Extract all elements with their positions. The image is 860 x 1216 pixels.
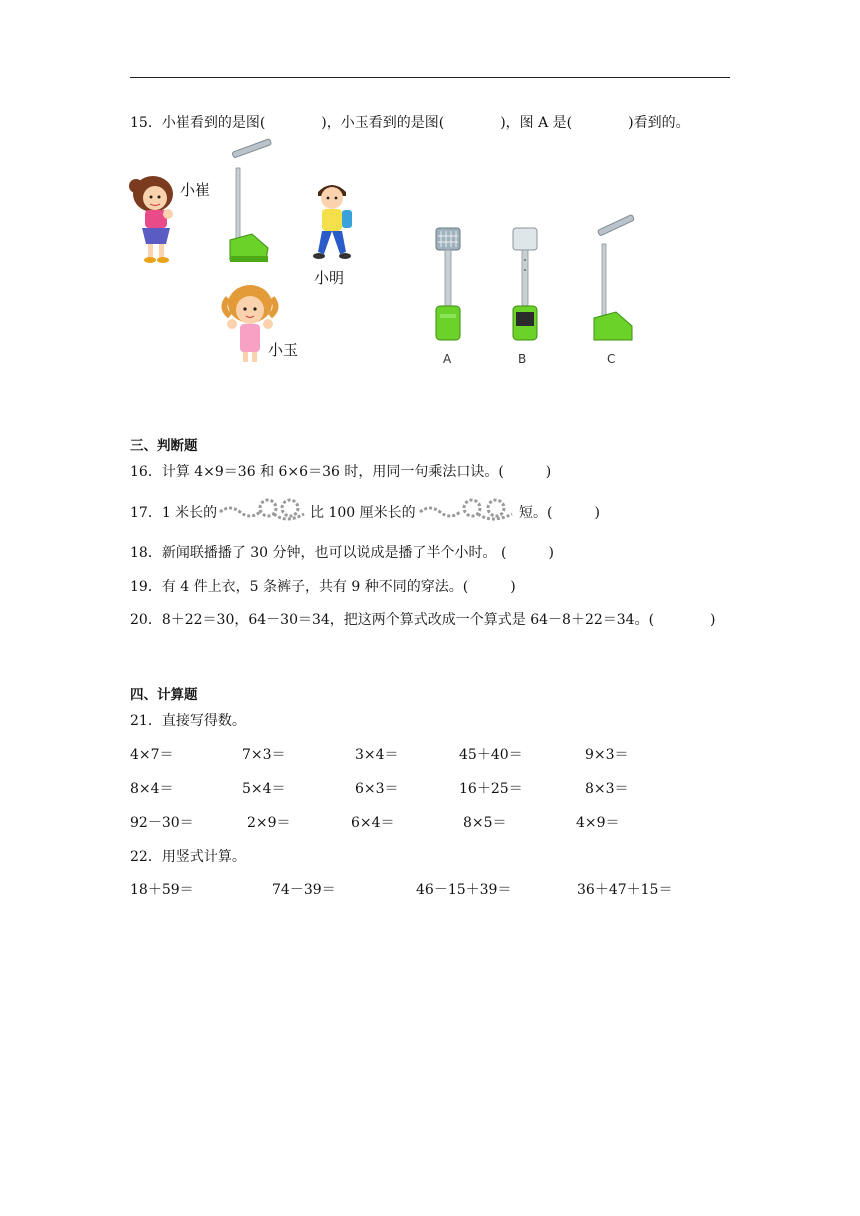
calc-item: 8×4＝ <box>130 781 174 797</box>
question-17-part1: 17．1 米长的 <box>130 505 218 521</box>
question-15: 15．小崔看到的是图( )，小玉看到的是图( )，图 A 是( )看到的。 <box>130 115 690 131</box>
calc-item: 5×4＝ <box>242 781 286 797</box>
header-rule <box>130 77 730 78</box>
question-17-part3: 短。( ) <box>519 505 600 521</box>
question-22: 22．用竖式计算。 <box>130 849 246 865</box>
option-b-label: B <box>518 352 527 366</box>
lamp-option-c-illustration <box>588 222 638 344</box>
vertical-calc-item: 36＋47＋15＝ <box>577 882 673 898</box>
calc-item: 4×7＝ <box>130 747 174 763</box>
lamp-option-b-illustration <box>505 226 545 344</box>
calc-item: 16＋25＝ <box>459 781 523 797</box>
option-c-label: C <box>607 352 616 366</box>
calc-item: 4×9＝ <box>576 815 620 831</box>
question-19: 19．有 4 件上衣，5 条裤子，共有 9 种不同的穿法。( ) <box>130 579 516 595</box>
calc-item: 6×3＝ <box>355 781 399 797</box>
calc-item: 92－30＝ <box>130 815 194 831</box>
option-a-label: A <box>443 352 452 366</box>
calc-item: 7×3＝ <box>242 747 286 763</box>
vertical-calc-item: 18＋59＝ <box>130 882 194 898</box>
question-18: 18．新闻联播播了 30 分钟，也可以说成是播了半个小时。 ( ) <box>130 545 554 561</box>
section-3-title: 三、判断题 <box>130 438 198 454</box>
lamp-option-a-illustration <box>428 226 468 344</box>
calc-item: 9×3＝ <box>585 747 629 763</box>
label-xiaoyu: 小玉 <box>268 341 299 359</box>
boy-xiaoming-illustration <box>308 178 358 264</box>
vertical-calc-item: 74－39＝ <box>272 882 336 898</box>
question-17-part2: 比 100 厘米长的 <box>310 505 416 521</box>
calc-item: 3×4＝ <box>355 747 399 763</box>
calc-item: 45＋40＝ <box>459 747 523 763</box>
label-xiaoming: 小明 <box>314 269 345 287</box>
rope-100cm-illustration <box>418 494 516 526</box>
question-20: 20．8＋22＝30，64－30＝34，把这两个算式改成一个算式是 64－8＋22＝34。( ) <box>130 612 716 628</box>
calc-item: 2×9＝ <box>247 815 291 831</box>
label-xiaocui: 小崔 <box>180 181 211 199</box>
calc-item: 6×4＝ <box>351 815 395 831</box>
question-16: 16．计算 4×9＝36 和 6×6＝36 时，用同一句乘法口诀。( ) <box>130 464 552 480</box>
girl-xiaocui-illustration <box>128 172 188 268</box>
calc-item: 8×5＝ <box>463 815 507 831</box>
question-21: 21．直接写得数。 <box>130 713 246 729</box>
desk-lamp-side-illustration <box>222 148 278 268</box>
vertical-calc-item: 46－15＋39＝ <box>416 882 512 898</box>
calc-item: 8×3＝ <box>585 781 629 797</box>
section-4-title: 四、计算题 <box>130 687 198 703</box>
rope-1m-illustration <box>218 494 308 526</box>
